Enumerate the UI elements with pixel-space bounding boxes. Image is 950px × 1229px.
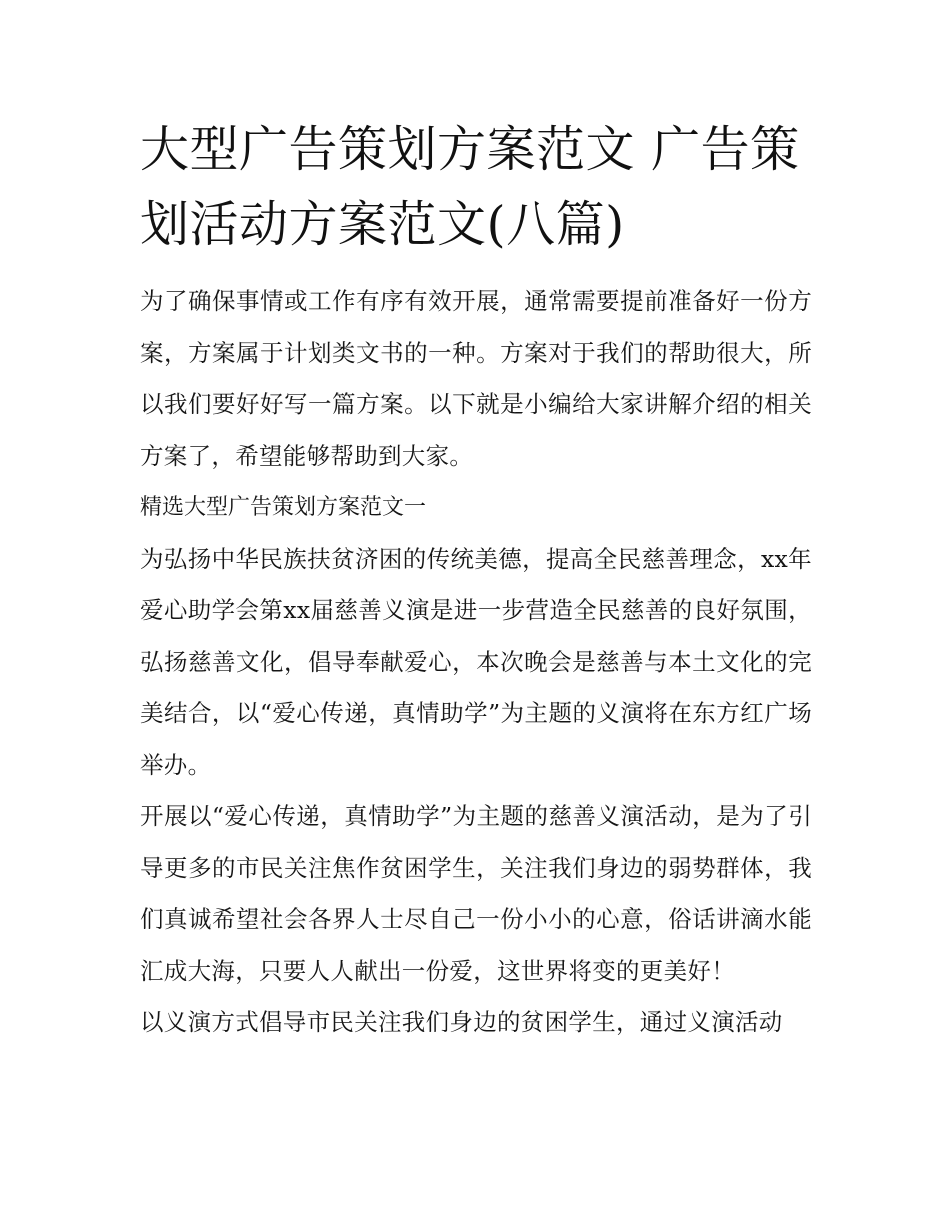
body-paragraph-3: 以义演方式倡导市民关注我们身边的贫困学生，通过义演活动 (140, 1008, 783, 1036)
body-paragraph-2: 开展以“爱心传递，真情助学”为主题的慈善义演活动，是为了引导更多的市民关注焦作贫困学生，关注我们身边的弱势群体，我们真诚希望社会各界人士尽自己一份小小的心意，俗话讲滴水能汇成大海，只要人人献出一份爱，这世界将变的更美好！ (140, 802, 812, 985)
document-page (140, 112, 812, 1049)
body-paragraph-1: 为弘扬中华民族扶贫济困的传统美德，提高全民慈善理念，xx年爱心助学会第xx届慈善义演是进一步营造全民慈善的良好氛围，弘扬慈善文化，倡导奉献爱心，本次晚会是慈善与本土文化的完美结合，以“爱心传递，真情助学”为主题的义演将在东方红广场举办。 (140, 544, 812, 779)
intro-paragraph: 为了确保事情或工作有序有效开展，通常需要提前准备好一份方案，方案属于计划类文书的一种。方案对于我们的帮助很大，所以我们要好好写一篇方案。以下就是小编给大家讲解介绍的相关方案了，希望能够帮助到大家。 (140, 287, 812, 470)
document-body (140, 276, 812, 1049)
document-title: 大型广告策划方案范文 广告策划活动方案范文(八篇) (140, 121, 800, 253)
section-heading: 精选大型广告策划方案范文一 (140, 495, 427, 520)
